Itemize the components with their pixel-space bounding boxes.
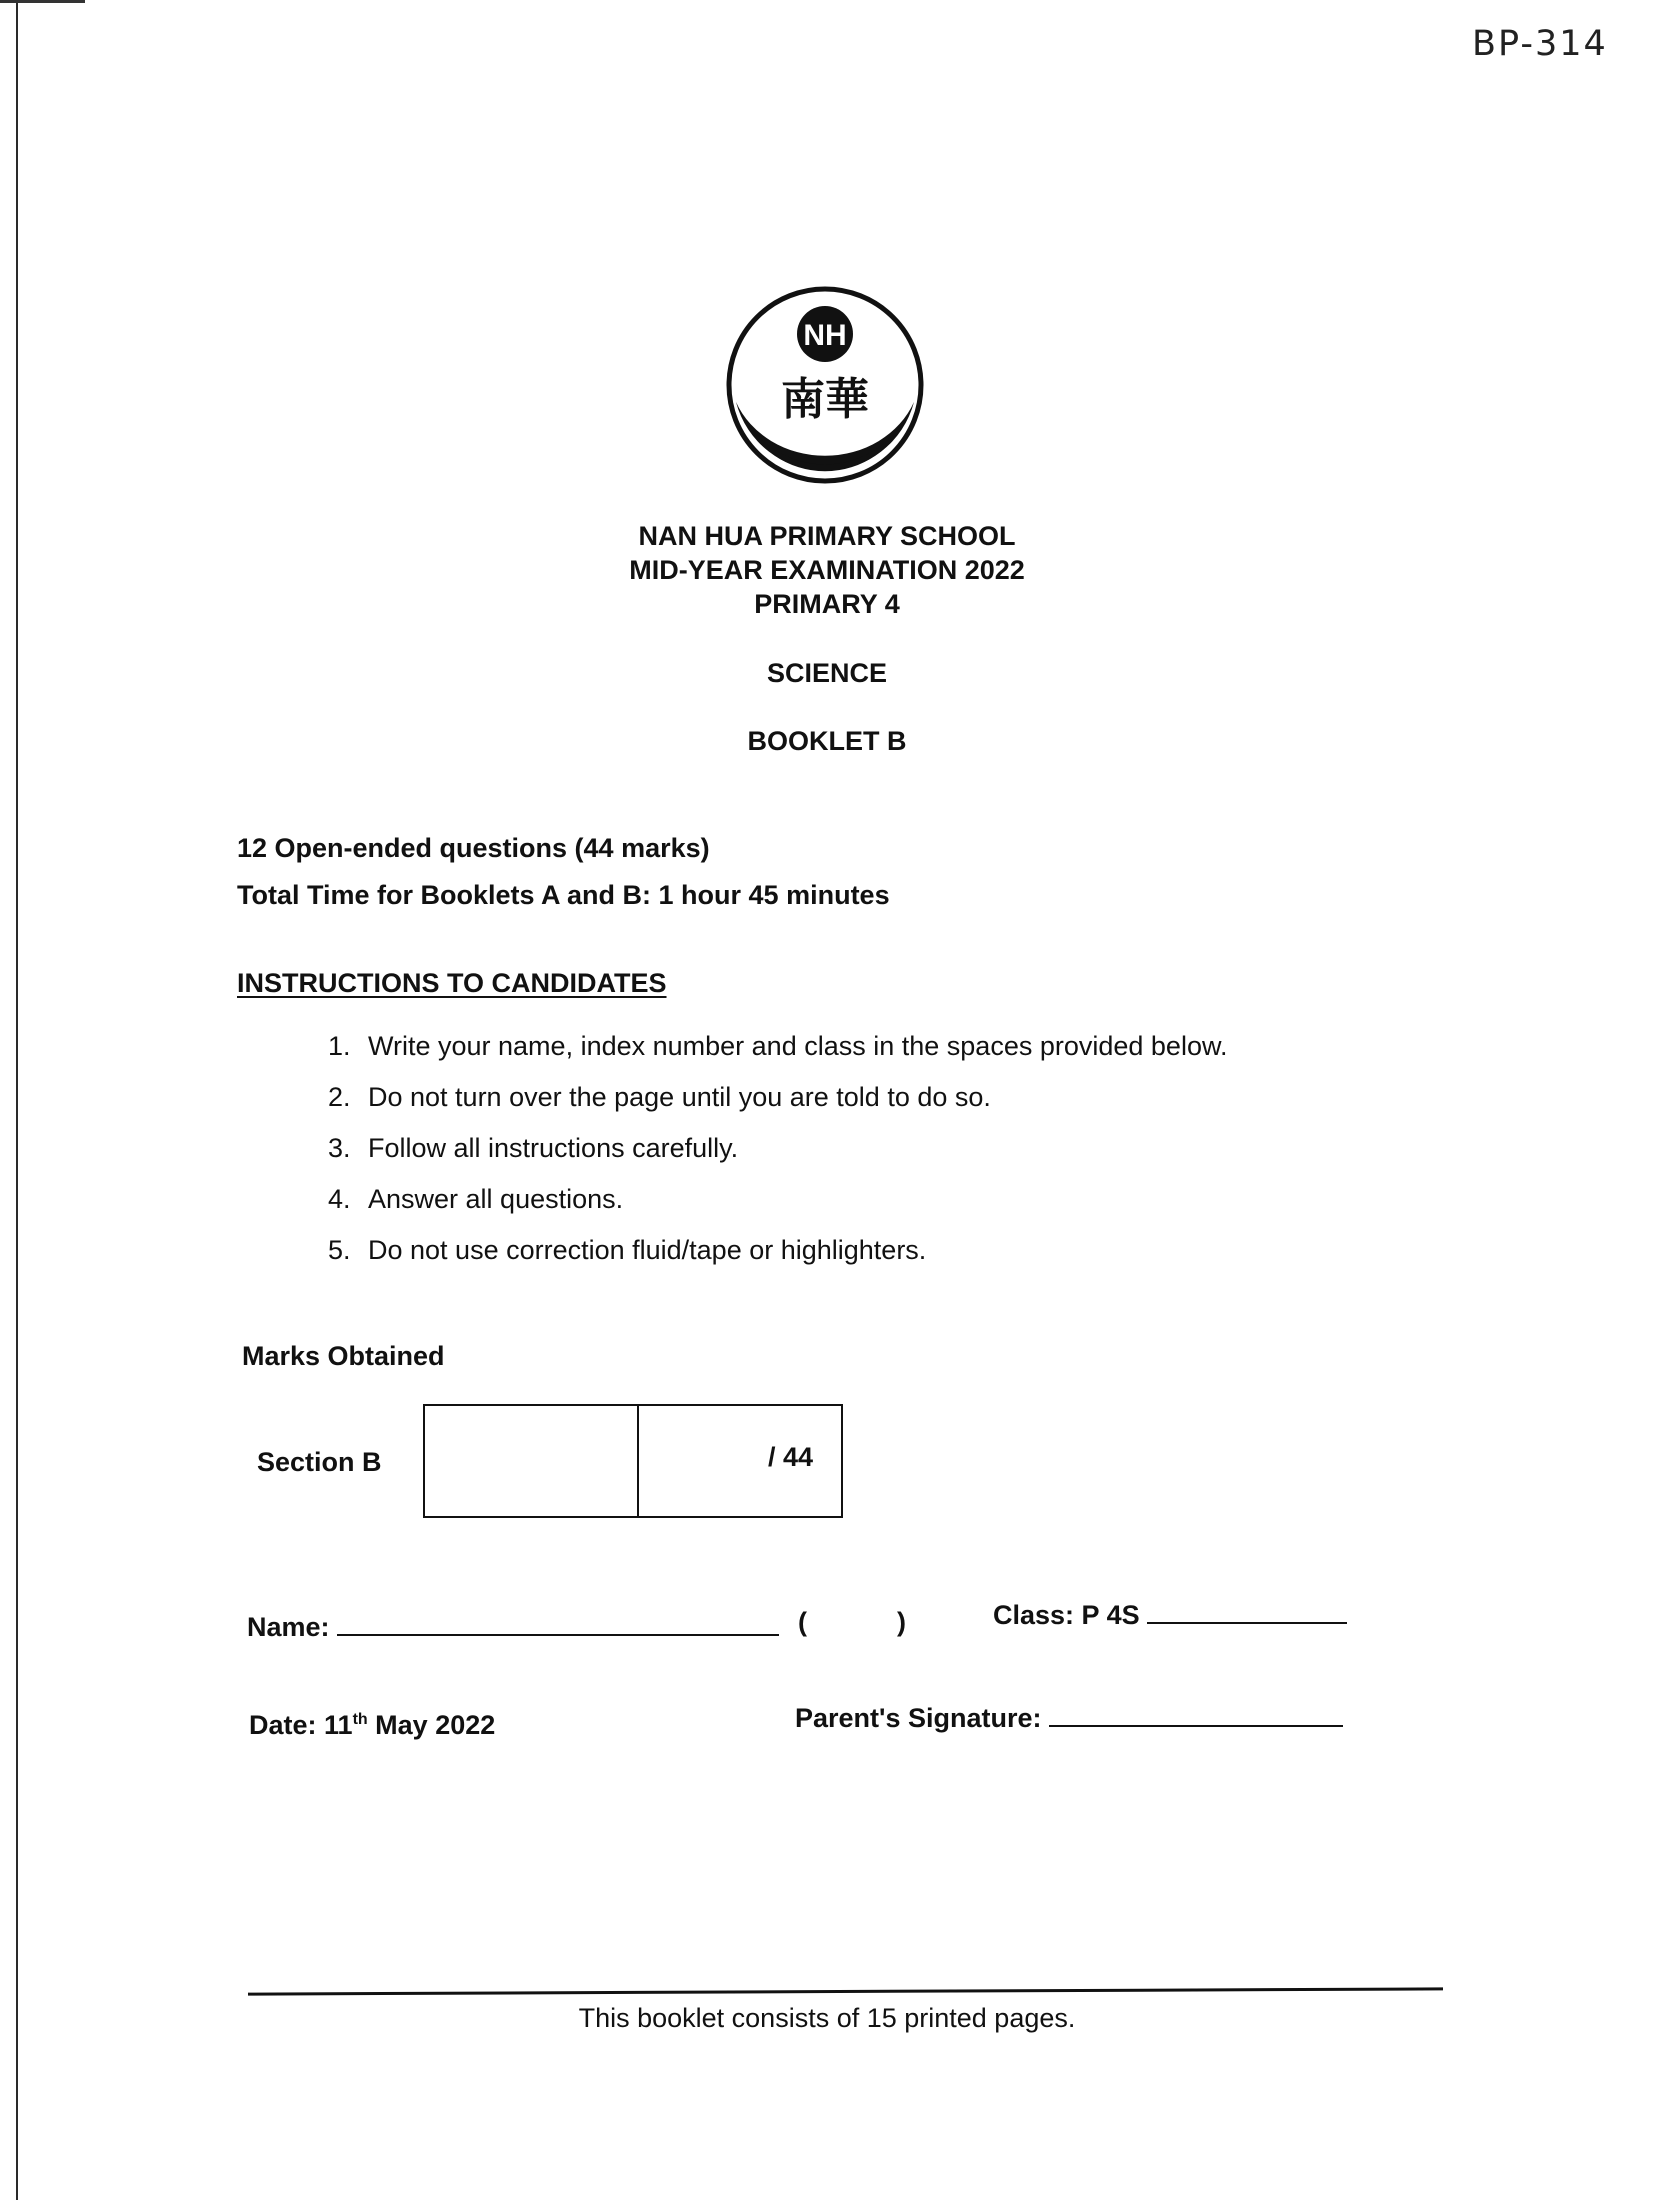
instruction-number: 1. (328, 1031, 351, 1061)
total-time: Total Time for Booklets A and B: 1 hour 45 minutes (237, 880, 890, 910)
level: PRIMARY 4 (754, 589, 900, 619)
instruction-number: 2. (328, 1082, 351, 1112)
score-cell[interactable] (425, 1406, 639, 1516)
index-paren-open: ( (798, 1607, 807, 1637)
marks-obtained-label: Marks Obtained (242, 1341, 445, 1371)
subject: SCIENCE (766, 658, 888, 688)
instruction-text: Do not turn over the page until you are told to do so. (368, 1082, 991, 1112)
instruction-text: Write your name, index number and class in the spaces provided below. (368, 1031, 1228, 1061)
date-label: Date: 11 (249, 1710, 353, 1740)
name-label: Name: (247, 1612, 330, 1642)
exam-name: MID-YEAR EXAMINATION 2022 (629, 555, 1025, 585)
marks-table (423, 1404, 843, 1518)
scan-mark (0, 0, 85, 3)
logo-text-chinese: 南華 (781, 374, 869, 425)
instruction-text: Answer all questions. (368, 1184, 624, 1214)
scan-edge (16, 0, 18, 2200)
school-name: NAN HUA PRIMARY SCHOOL (638, 521, 1016, 551)
signature-field[interactable] (795, 1703, 1343, 1734)
logo-text-nh: NH (803, 319, 847, 352)
class-label: Class: P 4S (993, 1600, 1140, 1630)
instructions-list (328, 1026, 1227, 1281)
instruction-item (328, 1026, 1227, 1077)
footer-divider (248, 1987, 1443, 1995)
class-field[interactable] (993, 1600, 1347, 1631)
instruction-text: Do not use correction fluid/tape or highlighters. (368, 1235, 927, 1265)
class-line[interactable] (1147, 1602, 1347, 1624)
index-paren-close: ) (897, 1607, 906, 1637)
document-code: BP-314 (1472, 24, 1608, 64)
total-marks-cell: / 44 (767, 1442, 813, 1472)
date-field (249, 1710, 495, 1741)
signature-line[interactable] (1049, 1705, 1343, 1727)
footer-page-count: This booklet consists of 15 printed pages. (578, 2003, 1076, 2033)
question-count: 12 Open-ended questions (44 marks) (237, 833, 710, 863)
instruction-item (328, 1230, 1227, 1281)
section-b-label: Section B (257, 1447, 382, 1477)
instruction-item (328, 1128, 1227, 1179)
booklet-label: BOOKLET B (747, 726, 907, 756)
instruction-number: 4. (328, 1184, 351, 1214)
school-logo (722, 282, 928, 488)
instruction-number: 5. (328, 1235, 351, 1265)
name-field[interactable] (247, 1612, 779, 1643)
instruction-text: Follow all instructions carefully. (368, 1133, 739, 1163)
signature-label: Parent's Signature: (795, 1703, 1042, 1733)
date-rest: May 2022 (367, 1710, 496, 1740)
instruction-item (328, 1179, 1227, 1230)
instructions-heading: INSTRUCTIONS TO CANDIDATES (237, 968, 667, 998)
name-line[interactable] (337, 1614, 779, 1636)
instruction-item (328, 1077, 1227, 1128)
date-suffix: th (352, 1711, 368, 1728)
instruction-number: 3. (328, 1133, 351, 1163)
